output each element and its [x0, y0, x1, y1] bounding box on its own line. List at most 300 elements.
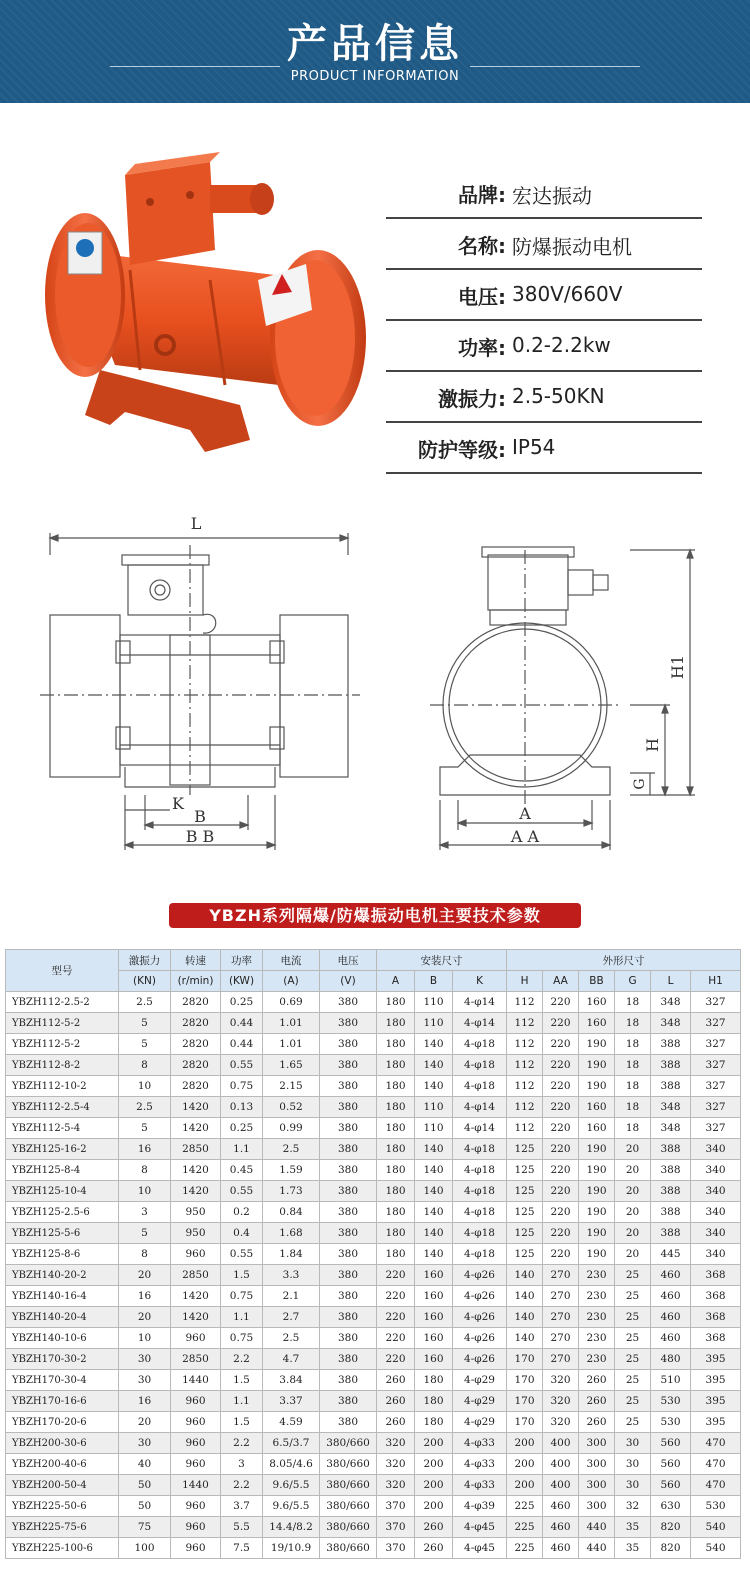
table-cell-model: YBZH125-16-2 [6, 1139, 119, 1160]
spec-value: 380V/660V [512, 282, 623, 306]
table-cell: 470 [691, 1454, 741, 1475]
table-cell: 4-φ18 [453, 1034, 507, 1055]
table-cell: 380 [320, 1202, 377, 1223]
table-cell: 340 [691, 1139, 741, 1160]
table-cell: 820 [651, 1517, 691, 1538]
table-cell: 388 [651, 1223, 691, 1244]
table-cell: 20 [615, 1139, 651, 1160]
table-cell: 1420 [171, 1160, 221, 1181]
table-cell: 125 [507, 1139, 543, 1160]
table-cell: 180 [377, 1139, 415, 1160]
spec-row-protection [386, 423, 702, 474]
table-cell: 270 [543, 1265, 579, 1286]
table-cell-model: YBZH125-8-6 [6, 1244, 119, 1265]
table-cell: 4-φ14 [453, 1097, 507, 1118]
table-cell: 380 [320, 1181, 377, 1202]
table-cell: 220 [543, 992, 579, 1013]
table-cell: 1.84 [263, 1244, 320, 1265]
table-cell: 1420 [171, 1286, 221, 1307]
table-cell: 380 [320, 1307, 377, 1328]
table-cell-model: YBZH125-5-6 [6, 1223, 119, 1244]
table-cell: 8 [119, 1244, 171, 1265]
header-AA: AA [543, 971, 579, 992]
table-cell: 8.05/4.6 [263, 1454, 320, 1475]
table-cell: 2820 [171, 1034, 221, 1055]
table-cell-model: YBZH140-20-2 [6, 1265, 119, 1286]
table-cell: 30 [119, 1433, 171, 1454]
table-cell: 388 [651, 1139, 691, 1160]
table-cell: 160 [415, 1328, 453, 1349]
header-H1: H1 [691, 971, 741, 992]
table-cell: 140 [415, 1076, 453, 1097]
table-cell: 180 [377, 1202, 415, 1223]
end-view [430, 547, 695, 850]
table-cell: 3 [221, 1454, 263, 1475]
table-cell: 140 [415, 1139, 453, 1160]
table-cell: 380 [320, 1097, 377, 1118]
table-cell: 220 [543, 1160, 579, 1181]
table-cell: 190 [579, 1244, 615, 1265]
table-cell: 14.4/8.2 [263, 1517, 320, 1538]
table-cell: 25 [615, 1349, 651, 1370]
table-cell-model: YBZH112-5-2 [6, 1013, 119, 1034]
table-cell: 190 [579, 1055, 615, 1076]
table-cell-model: YBZH200-50-4 [6, 1475, 119, 1496]
table-cell: 190 [579, 1181, 615, 1202]
table-row [6, 1097, 741, 1118]
table-cell: 395 [691, 1349, 741, 1370]
table-cell: 125 [507, 1181, 543, 1202]
table-title: YBZH系列隔爆/防爆振动电机主要技术参数 [169, 903, 581, 928]
table-cell: 112 [507, 1013, 543, 1034]
table-cell: 10 [119, 1181, 171, 1202]
table-cell: 260 [377, 1391, 415, 1412]
table-cell: 510 [651, 1370, 691, 1391]
dim-label-H: H [643, 738, 662, 752]
table-cell: 380/660 [320, 1517, 377, 1538]
table-cell: 380/660 [320, 1475, 377, 1496]
table-cell: 4-φ26 [453, 1307, 507, 1328]
table-cell: 140 [507, 1307, 543, 1328]
table-cell: 388 [651, 1181, 691, 1202]
table-cell: 270 [543, 1286, 579, 1307]
table-cell: 340 [691, 1181, 741, 1202]
table-cell: 125 [507, 1244, 543, 1265]
table-cell: 260 [415, 1538, 453, 1559]
table-row [6, 1160, 741, 1181]
table-cell: 112 [507, 992, 543, 1013]
spec-label: 激振力: [438, 387, 506, 411]
spec-value: 防爆振动电机 [512, 235, 632, 259]
table-cell: 820 [651, 1538, 691, 1559]
table-cell-model: YBZH112-5-2 [6, 1034, 119, 1055]
table-cell: 18 [615, 992, 651, 1013]
table-cell: 4-φ14 [453, 992, 507, 1013]
table-cell-model: YBZH125-2.5-6 [6, 1202, 119, 1223]
table-cell: 1.01 [263, 1013, 320, 1034]
table-cell: 4-φ26 [453, 1265, 507, 1286]
table-cell: 160 [415, 1286, 453, 1307]
table-cell: 530 [691, 1496, 741, 1517]
table-cell: 200 [507, 1475, 543, 1496]
table-cell: 25 [615, 1370, 651, 1391]
table-cell: 180 [377, 1118, 415, 1139]
table-cell: 460 [543, 1538, 579, 1559]
table-cell: 180 [377, 1160, 415, 1181]
table-cell: 30 [119, 1370, 171, 1391]
spec-value: IP54 [512, 435, 556, 459]
table-cell: 20 [119, 1265, 171, 1286]
table-cell: 30 [615, 1433, 651, 1454]
table-cell: 460 [651, 1307, 691, 1328]
table-cell: 327 [691, 1013, 741, 1034]
table-cell: 140 [415, 1160, 453, 1181]
table-cell: 560 [651, 1475, 691, 1496]
table-cell: 225 [507, 1538, 543, 1559]
header-current-unit: (A) [263, 971, 320, 992]
table-cell: 4-φ26 [453, 1286, 507, 1307]
table-cell: 380 [320, 1118, 377, 1139]
table-header-row-1 [6, 950, 741, 971]
table-cell: 4-φ14 [453, 1013, 507, 1034]
table-row [6, 1223, 741, 1244]
table-cell: 112 [507, 1118, 543, 1139]
table-cell: 9.6/5.5 [263, 1475, 320, 1496]
table-cell: 388 [651, 1034, 691, 1055]
table-cell: 327 [691, 1118, 741, 1139]
table-cell: 0.75 [221, 1076, 263, 1097]
table-cell: 327 [691, 1076, 741, 1097]
table-cell: 220 [377, 1265, 415, 1286]
table-cell: 380 [320, 1370, 377, 1391]
table-cell: 4-φ33 [453, 1454, 507, 1475]
table-cell: 180 [377, 1244, 415, 1265]
table-cell: 225 [507, 1517, 543, 1538]
header-force-unit: (KN) [119, 971, 171, 992]
table-body [6, 992, 741, 1559]
dim-label-A: A [519, 804, 531, 823]
dim-label-AA: A A [510, 827, 540, 846]
table-cell-model: YBZH170-16-6 [6, 1391, 119, 1412]
table-cell: 327 [691, 1034, 741, 1055]
table-cell: 7.5 [221, 1538, 263, 1559]
table-cell: 20 [615, 1244, 651, 1265]
table-cell: 2.5 [263, 1139, 320, 1160]
spec-label: 品牌: [458, 183, 506, 207]
page-title: 产品信息 [287, 21, 463, 67]
table-cell: 110 [415, 1013, 453, 1034]
table-cell: 0.25 [221, 1118, 263, 1139]
spec-label: 防护等级: [418, 438, 506, 462]
table-cell: 5 [119, 1223, 171, 1244]
table-cell: 380 [320, 1328, 377, 1349]
table-cell-model: YBZH225-100-6 [6, 1538, 119, 1559]
table-cell: 190 [579, 1076, 615, 1097]
table-row [6, 1013, 741, 1034]
table-cell: 112 [507, 1034, 543, 1055]
table-cell: 1.01 [263, 1034, 320, 1055]
table-cell: 112 [507, 1055, 543, 1076]
table-cell: 16 [119, 1139, 171, 1160]
table-cell: 460 [651, 1286, 691, 1307]
table-cell: 270 [543, 1349, 579, 1370]
table-cell: 160 [579, 1118, 615, 1139]
table-row [6, 1307, 741, 1328]
table-cell: 200 [415, 1496, 453, 1517]
table-cell: 348 [651, 992, 691, 1013]
table-cell: 4-φ39 [453, 1496, 507, 1517]
table-cell: 230 [579, 1349, 615, 1370]
dim-label-BB: B B [185, 827, 215, 846]
header-outline-size: 外形尺寸 [507, 950, 741, 971]
table-cell-model: YBZH200-30-6 [6, 1433, 119, 1454]
table-cell: 320 [377, 1454, 415, 1475]
table-row [6, 1286, 741, 1307]
table-cell: 2850 [171, 1265, 221, 1286]
header-speed: 转速 [171, 950, 221, 971]
table-cell: 320 [543, 1391, 579, 1412]
table-cell: 950 [171, 1223, 221, 1244]
table-cell: 220 [543, 1223, 579, 1244]
header-voltage-unit: (V) [320, 971, 377, 992]
header-current: 电流 [263, 950, 320, 971]
table-cell: 4-φ29 [453, 1391, 507, 1412]
table-cell: 348 [651, 1013, 691, 1034]
table-cell-model: YBZH125-8-4 [6, 1160, 119, 1181]
table-cell: 16 [119, 1391, 171, 1412]
table-cell: 18 [615, 1097, 651, 1118]
title-divider-left [110, 66, 280, 67]
table-cell: 20 [615, 1202, 651, 1223]
table-cell: 300 [579, 1454, 615, 1475]
table-cell: 230 [579, 1328, 615, 1349]
table-cell: 100 [119, 1538, 171, 1559]
table-cell-model: YBZH140-20-4 [6, 1307, 119, 1328]
table-row [6, 1454, 741, 1475]
table-cell: 5 [119, 1118, 171, 1139]
table-cell: 4.7 [263, 1349, 320, 1370]
table-cell: 1420 [171, 1181, 221, 1202]
table-cell: 20 [119, 1412, 171, 1433]
table-cell: 0.55 [221, 1181, 263, 1202]
table-cell: 400 [543, 1433, 579, 1454]
table-cell: 220 [543, 1076, 579, 1097]
header-power-unit: (KW) [221, 971, 263, 992]
table-cell: 327 [691, 1097, 741, 1118]
table-cell: 1.59 [263, 1160, 320, 1181]
table-cell: 380 [320, 1265, 377, 1286]
header-install-size: 安装尺寸 [377, 950, 507, 971]
table-cell: 4-φ18 [453, 1223, 507, 1244]
table-cell: 1.73 [263, 1181, 320, 1202]
table-cell: 368 [691, 1307, 741, 1328]
table-cell: 35 [615, 1517, 651, 1538]
table-cell: 180 [377, 1181, 415, 1202]
header-power: 功率 [221, 950, 263, 971]
table-row [6, 1391, 741, 1412]
table-cell: 5.5 [221, 1517, 263, 1538]
table-cell: 320 [377, 1475, 415, 1496]
table-cell-model: YBZH225-75-6 [6, 1517, 119, 1538]
table-cell: 395 [691, 1412, 741, 1433]
table-cell: 220 [543, 1055, 579, 1076]
dim-label-H1: H1 [668, 654, 687, 680]
table-cell: 2.2 [221, 1433, 263, 1454]
table-cell: 0.44 [221, 1013, 263, 1034]
table-cell: 340 [691, 1160, 741, 1181]
motor-product-image [30, 140, 375, 460]
table-cell: 320 [377, 1433, 415, 1454]
table-cell: 32 [615, 1496, 651, 1517]
table-cell: 125 [507, 1202, 543, 1223]
table-cell: 4-φ18 [453, 1181, 507, 1202]
table-cell: 140 [415, 1181, 453, 1202]
table-cell: 200 [507, 1454, 543, 1475]
dim-label-G: G [632, 778, 648, 790]
table-cell: 445 [651, 1244, 691, 1265]
table-cell: 180 [377, 992, 415, 1013]
table-cell: 18 [615, 1034, 651, 1055]
table-cell: 960 [171, 1433, 221, 1454]
table-cell: 960 [171, 1538, 221, 1559]
table-cell: 4-φ18 [453, 1055, 507, 1076]
table-cell: 260 [579, 1412, 615, 1433]
table-cell: 35 [615, 1538, 651, 1559]
table-cell: 380 [320, 1013, 377, 1034]
table-cell: 260 [579, 1370, 615, 1391]
table-cell: 1.68 [263, 1223, 320, 1244]
table-cell: 20 [615, 1160, 651, 1181]
table-cell: 2.5 [119, 992, 171, 1013]
table-cell: 395 [691, 1391, 741, 1412]
side-view [40, 514, 360, 850]
table-cell: 327 [691, 992, 741, 1013]
table-cell: 950 [171, 1202, 221, 1223]
table-cell-model: YBZH170-20-6 [6, 1412, 119, 1433]
spec-row-power [386, 321, 702, 372]
table-row [6, 1496, 741, 1517]
table-row [6, 1349, 741, 1370]
table-cell: 260 [579, 1391, 615, 1412]
table-cell: 530 [651, 1412, 691, 1433]
table-row [6, 992, 741, 1013]
table-cell: 75 [119, 1517, 171, 1538]
table-cell: 960 [171, 1412, 221, 1433]
table-cell: 0.75 [221, 1286, 263, 1307]
spec-row-force [386, 372, 702, 423]
table-cell-model: YBZH125-10-4 [6, 1181, 119, 1202]
table-cell: 2820 [171, 992, 221, 1013]
table-cell: 0.55 [221, 1244, 263, 1265]
table-cell: 560 [651, 1454, 691, 1475]
table-cell: 110 [415, 1097, 453, 1118]
page-subtitle: PRODUCT INFORMATION [290, 69, 460, 84]
table-cell: 2820 [171, 1055, 221, 1076]
table-cell: 200 [415, 1433, 453, 1454]
table-cell-model: YBZH112-10-2 [6, 1076, 119, 1097]
table-cell: 260 [415, 1517, 453, 1538]
table-cell: 180 [377, 1223, 415, 1244]
table-cell: 220 [543, 1139, 579, 1160]
table-cell: 0.75 [221, 1328, 263, 1349]
table-cell-model: YBZH112-2.5-2 [6, 992, 119, 1013]
table-cell: 5 [119, 1013, 171, 1034]
table-cell: 327 [691, 1055, 741, 1076]
table-cell: 220 [543, 1202, 579, 1223]
table-cell: 2.1 [263, 1286, 320, 1307]
table-cell: 340 [691, 1244, 741, 1265]
table-cell: 30 [119, 1349, 171, 1370]
table-cell: 3.37 [263, 1391, 320, 1412]
spec-value: 0.2-2.2kw [512, 333, 611, 357]
table-cell: 368 [691, 1265, 741, 1286]
spec-label: 电压: [458, 285, 506, 309]
dim-label-K: K [172, 794, 184, 813]
table-cell: 460 [543, 1496, 579, 1517]
table-cell: 320 [543, 1412, 579, 1433]
table-cell: 230 [579, 1286, 615, 1307]
table-cell: 340 [691, 1223, 741, 1244]
table-cell: 960 [171, 1454, 221, 1475]
table-row [6, 1538, 741, 1559]
table-cell: 2.5 [263, 1328, 320, 1349]
table-cell: 380 [320, 1286, 377, 1307]
table-cell: 470 [691, 1475, 741, 1496]
table-cell: 4-φ18 [453, 1244, 507, 1265]
table-cell: 540 [691, 1517, 741, 1538]
table-cell: 380 [320, 1391, 377, 1412]
table-cell: 160 [415, 1307, 453, 1328]
table-cell: 260 [377, 1370, 415, 1391]
table-cell: 340 [691, 1202, 741, 1223]
table-cell: 368 [691, 1286, 741, 1307]
table-cell: 180 [415, 1370, 453, 1391]
table-row [6, 1265, 741, 1286]
table-row [6, 1202, 741, 1223]
spec-row-voltage [386, 270, 702, 321]
table-cell: 400 [543, 1475, 579, 1496]
table-cell: 630 [651, 1496, 691, 1517]
table-cell: 4-φ26 [453, 1349, 507, 1370]
table-cell: 3 [119, 1202, 171, 1223]
table-row [6, 1034, 741, 1055]
table-cell: 140 [415, 1223, 453, 1244]
table-cell: 110 [415, 992, 453, 1013]
table-cell: 0.52 [263, 1097, 320, 1118]
table-cell: 225 [507, 1496, 543, 1517]
table-cell: 470 [691, 1433, 741, 1454]
table-cell: 30 [615, 1454, 651, 1475]
header-H: H [507, 971, 543, 992]
table-cell: 5 [119, 1034, 171, 1055]
table-cell: 4-φ18 [453, 1076, 507, 1097]
table-cell: 2.2 [221, 1475, 263, 1496]
table-cell: 180 [377, 1055, 415, 1076]
table-cell: 380 [320, 1034, 377, 1055]
table-cell: 180 [377, 1013, 415, 1034]
table-cell: 4-φ33 [453, 1475, 507, 1496]
table-cell: 1.5 [221, 1370, 263, 1391]
table-cell: 0.69 [263, 992, 320, 1013]
table-cell: 125 [507, 1223, 543, 1244]
table-cell: 4-φ26 [453, 1328, 507, 1349]
table-cell: 1420 [171, 1097, 221, 1118]
table-cell: 1420 [171, 1307, 221, 1328]
table-cell: 50 [119, 1496, 171, 1517]
table-cell: 2850 [171, 1349, 221, 1370]
table-cell: 348 [651, 1118, 691, 1139]
table-cell: 9.6/5.5 [263, 1496, 320, 1517]
